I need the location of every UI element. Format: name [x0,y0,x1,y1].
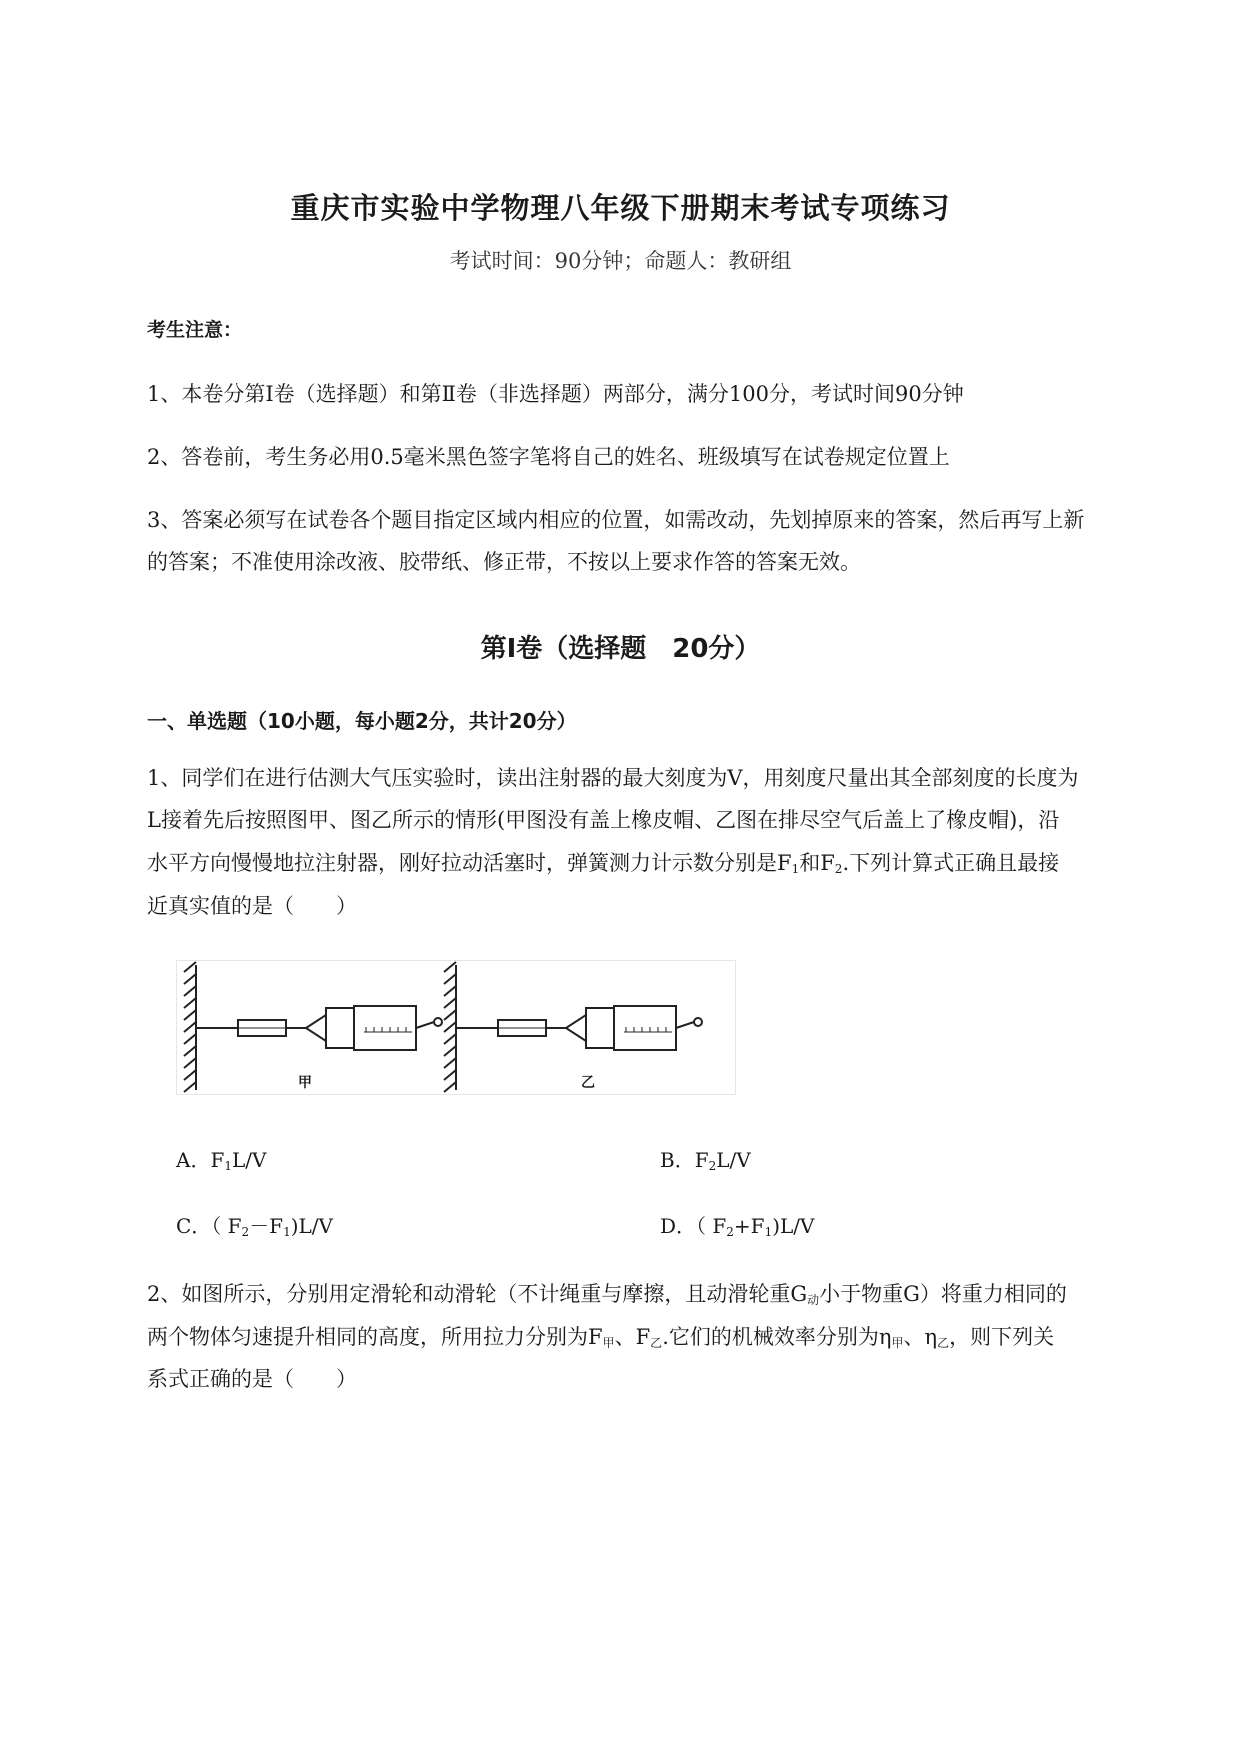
section-title: 第Ⅰ卷（选择题 20分） [480,634,761,664]
page-title: 重庆市实验中学物理八年级下册期末考试专项练习 [290,191,951,225]
q1-line-2: L接着先后按照图甲、图乙所示的情形(甲图没有盖上橡皮帽、乙图在排尽空气后盖上了橡皮帽)，沿 [147,808,1060,832]
notice-item-2: 2、答卷前，考生务必用0.5毫米黑色签字笔将自己的姓名、班级填写在试卷规定位置上 [147,445,950,469]
q1-option-c[interactable]: C．（ $F_2-F_1)L/V$ [176,1214,333,1239]
setup-yi [444,962,702,1092]
q2-line-3: 系式正确的是（ ） [147,1367,357,1391]
q2-line-2: 两个物体匀速提升相同的高度，所用拉力分别为$F_甲$、$F_乙$.它们的机械效率分别为$\eta_甲$、$\eta_乙$，则下列关 [147,1325,1055,1350]
q1-line-1: 1、同学们在进行估测大气压实验时，读出注射器的最大刻度为V，用刻度尺量出其全部刻度的长度为 [147,766,1079,790]
q1-line-3: 水平方向慢慢地拉注射器，刚好拉动活塞时，弹簧测力计示数分别是$F_1$和$F_2$.下列计算式正确且最接 [147,851,1060,876]
q2-line-1: 2、如图所示，分别用定滑轮和动滑轮（不计绳重与摩擦，且动滑轮重$G_动$小于物重G）将重力相同的 [147,1282,1067,1307]
q1-option-b[interactable]: B．$F_2L/V$ [660,1148,751,1173]
notice-heading: 考生注意： [147,319,243,341]
syringe-diagram [176,960,736,1095]
figure-label-yi: 乙 [581,1075,595,1091]
exam-info: 考试时间：90分钟；命题人：教研组 [449,249,792,273]
syringe-figure [176,960,736,1095]
q1-line-4: 近真实值的是（ ） [147,894,357,918]
figure-label-jia: 甲 [298,1075,312,1091]
part-heading: 一、单选题（10小题，每小题2分，共计20分） [147,709,577,733]
q1-option-d[interactable]: D．（ $F_2+F_1)L/V$ [660,1214,815,1239]
notice-item-1: 1、本卷分第Ⅰ卷（选择题）和第Ⅱ卷（非选择题）两部分，满分100分，考试时间90分钟 [147,382,964,406]
notice-item-3-continued: 的答案；不准使用涂改液、胶带纸、修正带，不按以上要求作答的答案无效。 [147,550,861,574]
q1-option-a[interactable]: A．$F_1L/V$ [176,1148,267,1173]
notice-item-3: 3、答案必须写在试卷各个题目指定区域内相应的位置，如需改动，先划掉原来的答案，然后再写上新 [147,508,1085,532]
setup-jia [184,962,442,1092]
